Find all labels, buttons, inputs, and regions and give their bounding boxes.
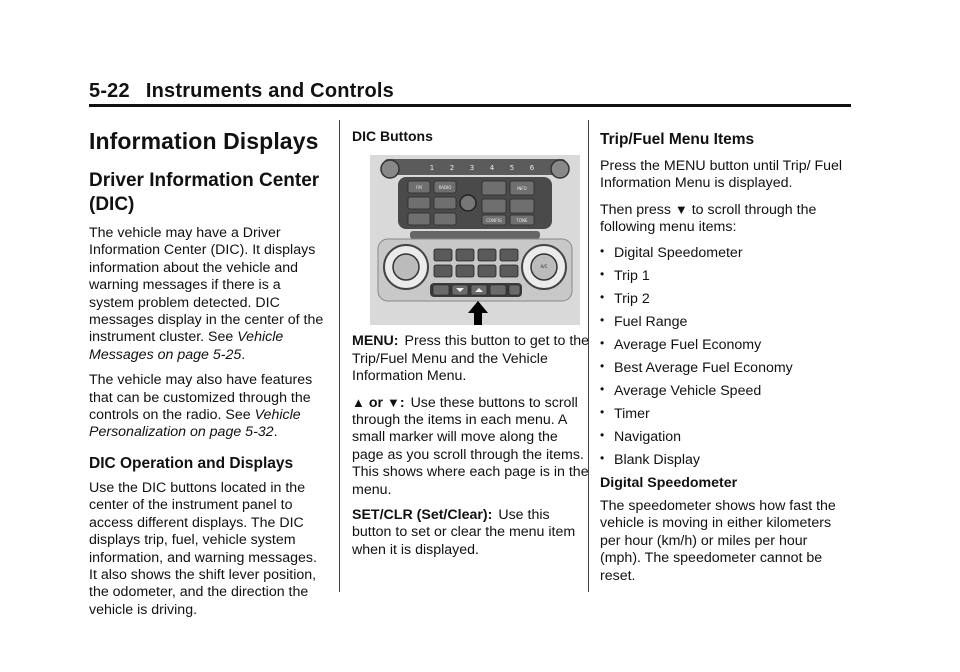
list-item: • Average Fuel Economy — [600, 337, 850, 354]
trip-fuel-heading: Trip/Fuel Menu Items — [600, 131, 755, 148]
list-item: • Trip 2 — [600, 291, 850, 308]
menu-text: Press this button to get to the Trip/Fuel Menu and the Vehicle Information Menu. — [352, 333, 590, 385]
fig-label-fm: FM — [416, 185, 422, 191]
setclr-label: SET/CLR (Set/Clear): — [352, 507, 493, 524]
preset-6: 6 — [529, 164, 535, 173]
speedometer-paragraph: The speedometer shows how fast the vehicle is moving in either kilometers per hour (km/h) or miles per hour (mph). The speedometer cannot be reset. — [600, 498, 836, 584]
fig-label-info: INFO — [517, 186, 527, 192]
preset-2: 2 — [449, 164, 455, 173]
list-item: • Digital Speedometer — [600, 245, 850, 262]
up-arrow-icon: ▲ — [352, 394, 365, 410]
digital-speedometer-heading: Digital Speedometer — [600, 474, 738, 491]
chapter-heading: Information Displays — [89, 128, 319, 154]
column-divider-1 — [339, 120, 340, 592]
menu-description — [352, 333, 592, 385]
menu-items-list — [600, 245, 850, 469]
column-3 — [600, 120, 850, 593]
list-item: • Fuel Range — [600, 314, 850, 331]
trip-fuel-intro: Press the MENU button until Trip/ Fuel Information Menu is displayed. — [600, 158, 843, 192]
scroll-text-a: Then press — [600, 201, 675, 218]
or-text: or — [364, 394, 387, 411]
down-arrow-icon: ▼ — [386, 394, 400, 410]
subsection-heading-operation: DIC Operation and Displays — [89, 454, 294, 472]
fig-label-ac: A/C — [540, 264, 548, 270]
scroll-instruction — [600, 201, 850, 237]
header-rule — [89, 104, 851, 107]
paragraph-operation: Use the DIC buttons located in the center of the instrument panel to access different displays. The DIC displays trip, fuel, vehicle system information, and warning messages. It also shows the shift lever position, the odometer, and the direction the vehicle is driving. — [89, 479, 317, 618]
xref-vehicle-messages[interactable]: Vehicle Messages on page 5-25 — [89, 329, 284, 363]
setclr-description — [352, 507, 592, 559]
paragraph-personalization — [89, 372, 325, 442]
arrow-buttons-description — [352, 394, 592, 499]
paragraph-end: . — [241, 346, 246, 363]
list-item: • Navigation — [600, 429, 850, 446]
figure-caption: DIC Buttons — [352, 128, 433, 144]
list-item: • Timer — [600, 406, 850, 423]
list-item: • Blank Display — [600, 452, 850, 469]
preset-4: 4 — [489, 164, 495, 173]
fig-label-tone: TONE — [516, 218, 528, 224]
column-1 — [89, 120, 325, 627]
arrows-text: Use these buttons to scroll through the items in each menu. A small marker will move along the page as you scroll through the items. This shows where each page is in the menu. — [352, 394, 589, 498]
preset-3: 3 — [469, 164, 475, 173]
fig-label-config: CONFIG — [486, 218, 502, 224]
section-title: Instruments and Controls — [145, 80, 394, 102]
page-header — [89, 80, 851, 103]
list-item: • Trip 1 — [600, 268, 850, 285]
scroll-text-b: to scroll through the following menu items: — [600, 201, 817, 236]
down-arrow-icon: ▼ — [674, 201, 688, 217]
xref-vehicle-personalization[interactable]: Vehicle Personalization on page 5-32 — [89, 407, 301, 441]
setclr-text: Use this button to set or clear the menu item when it is displayed. — [352, 507, 576, 558]
section-heading-dic: Driver Information Center (DIC) — [89, 170, 320, 215]
header-text — [89, 80, 851, 103]
list-item: • Average Vehicle Speed — [600, 383, 850, 400]
fig-label-radio: RADIO — [438, 185, 452, 191]
page-number: 5-22 — [89, 80, 130, 102]
column-2 — [352, 120, 592, 567]
paragraph-end: . — [273, 424, 278, 441]
dic-buttons-illustration — [370, 155, 580, 325]
paragraph-text: The vehicle may have a Driver Information Center (DIC). It displays information about the vehicle and warning messages if there is a system problem detected. DIC messages display in the center of the instrument cluster. See — [89, 225, 324, 346]
dic-buttons-figure — [370, 155, 580, 325]
preset-1: 1 — [429, 164, 435, 173]
paragraph-dic-intro — [89, 225, 325, 364]
preset-5: 5 — [509, 164, 515, 173]
menu-label: MENU: — [352, 333, 399, 350]
arrows-colon: : — [399, 394, 405, 411]
list-item: • Best Average Fuel Economy — [600, 360, 850, 377]
paragraph-text: The vehicle may also have features that can be customized through the controls on the radio. See — [89, 372, 313, 424]
